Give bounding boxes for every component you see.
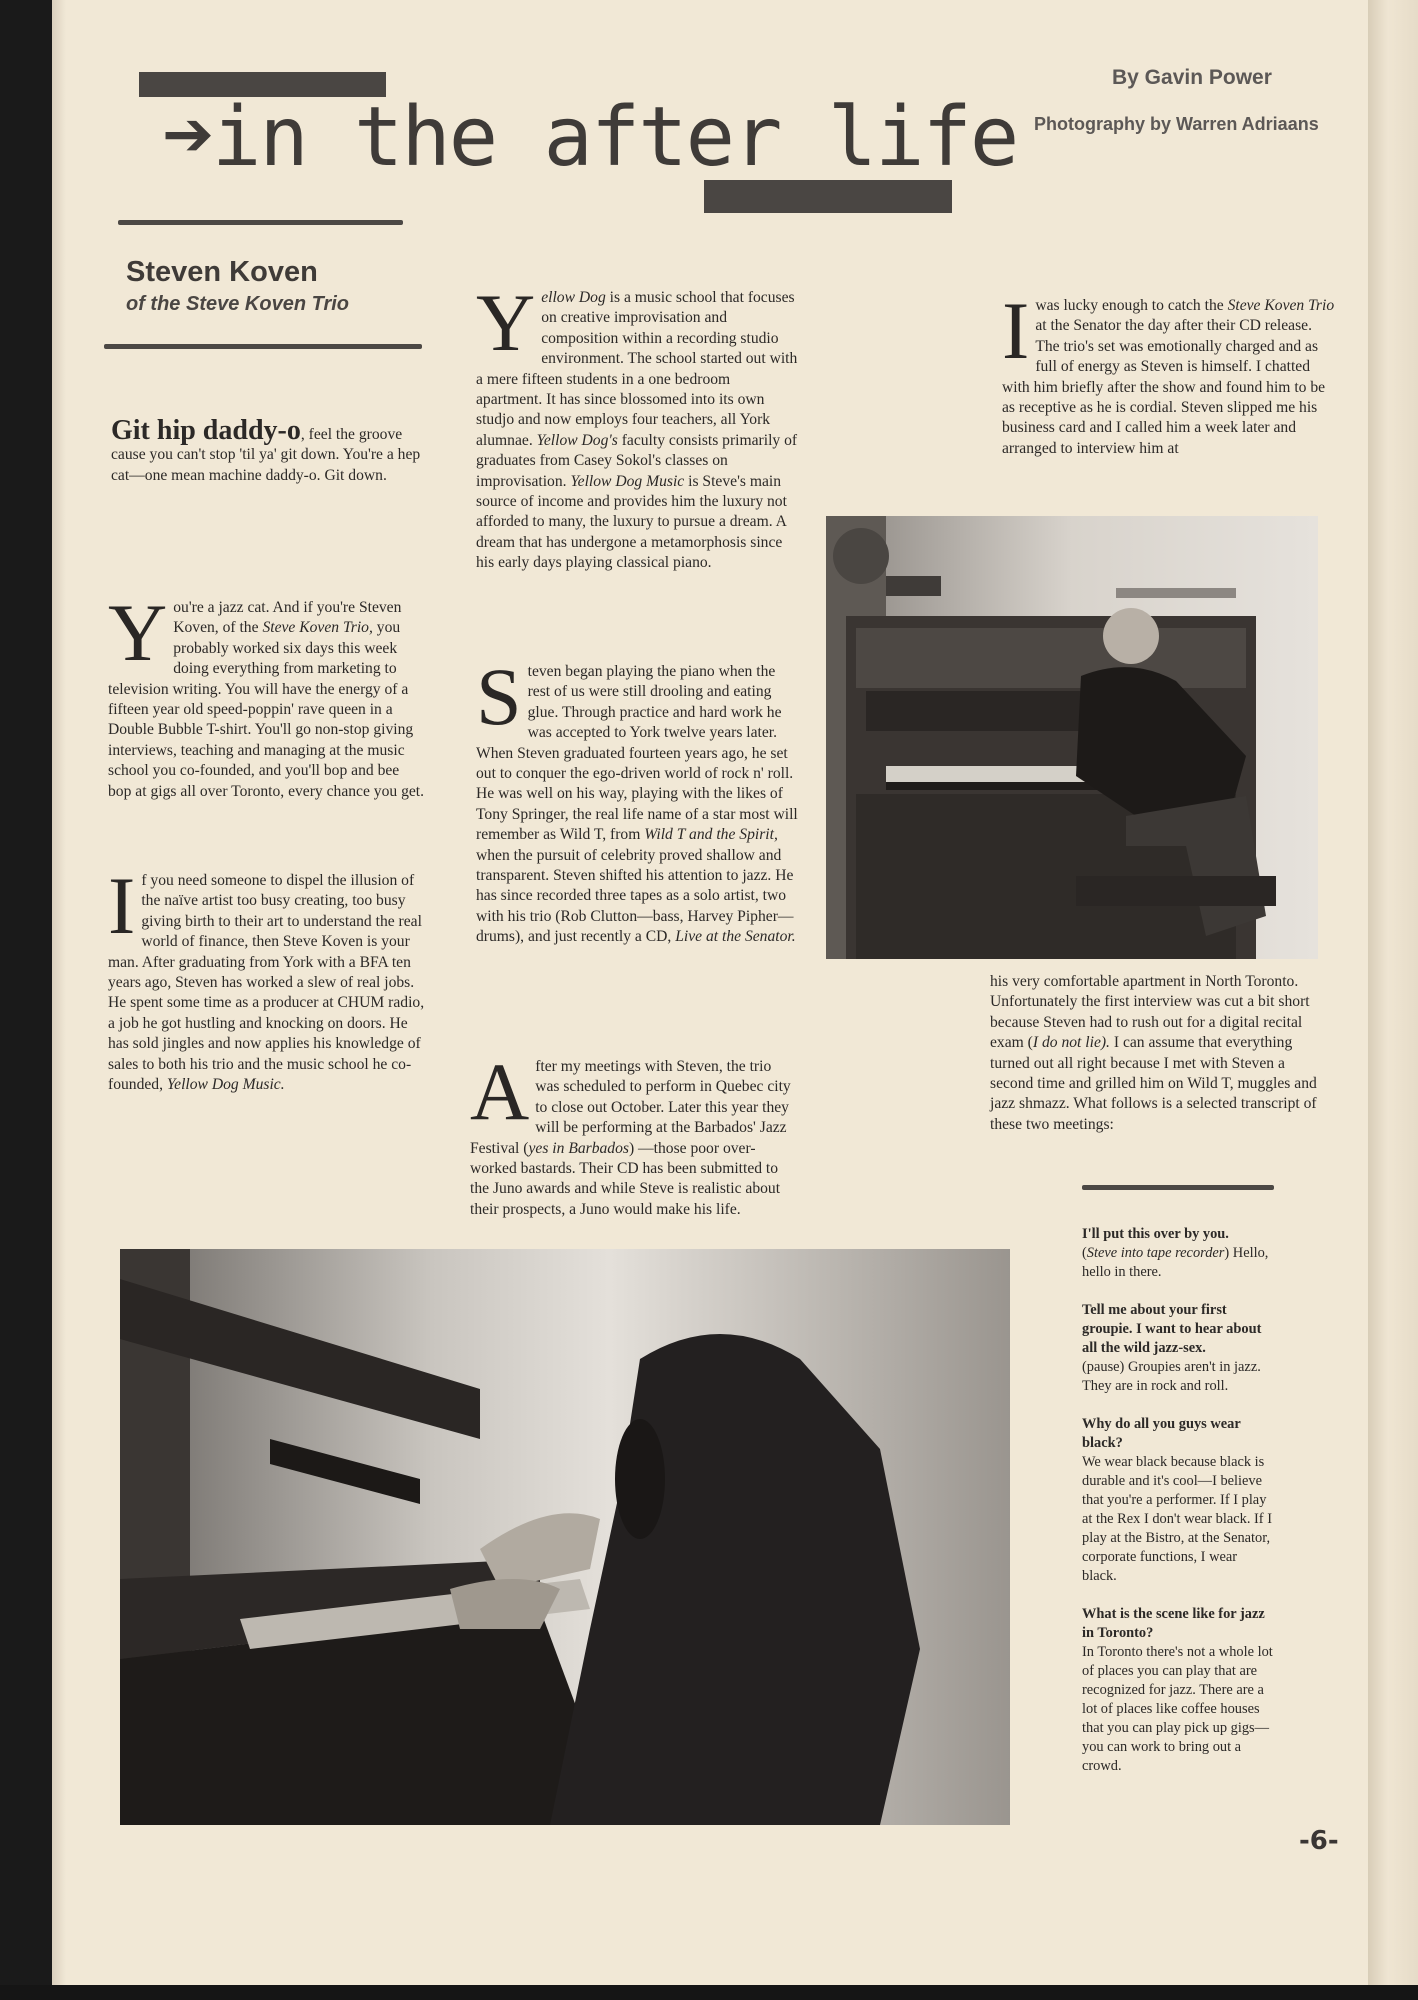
lead-bold: Git hip daddy-o (111, 415, 301, 446)
drop-cap: I (1002, 285, 1030, 376)
left-paragraph-2: If you need someone to dispel the illusion of the naïve artist too busy creating, too busy giving birth to their art to understand the real world of finance, then Steve Koven is your man. After graduating from York with a BFA ten years ago, Steven has worked a slew of real jobs. He spent some time as a producer at CHUM radio, a job he got hustling and knocking on doors. He has sold jingles and now applies his knowledge of sales to both his trio and the music school he co-founded, Yellow Dog Music. (108, 860, 425, 1094)
qa-item: I'll put this over by you. (Steve into tape recorder) Hello, hello in there. (1082, 1226, 1269, 1280)
qa-item: Why do all you guys wear black? We wear black because black is durable and it's cool—I believe that you're a performer. If I play at the Rex I don't wear black. If I play at the Bistro, at the Senator, corporate functions, I wear black. (1082, 1416, 1272, 1584)
piano-portrait-image (826, 516, 1318, 959)
qa-block (1082, 1225, 1274, 1776)
middle-paragraph-3: After my meetings with Steven, the trio was scheduled to perform in Quebec city to close out October. Later this year they will be performing at the Barbados' Jazz Festival (yes in Barbados) —those poor over-worked bastards. Their CD has been submitted to the Juno awards and while Steve is realistic about their prospects, a Juno would make his life. (470, 1046, 791, 1218)
subject-subtitle: of the Steve Koven Trio (126, 293, 350, 315)
qa-item: What is the scene like for jazz in Toronto? In Toronto there's not a whole lot of places you can play that are recognized for jazz. There are a lot of places like coffee houses that you can play pick up gigs—you can work to bring out a crowd. (1082, 1606, 1273, 1774)
qa-question: I'll put this over by you. (1082, 1226, 1229, 1242)
next-page-edge (1368, 0, 1418, 2000)
lead-paragraph: Git hip daddy-o, feel the groove cause you can't stop 'til ya' git down. You're a hep cat—one mean machine daddy-o. Git down. (111, 415, 421, 484)
middle-paragraph-2: Steven began playing the piano when the rest of us were still drooling and eating glue. Through practice and hard work he was accepted to York twelve years later. When Steven graduated fourteen years ago, he set out to conquer the ego-driven world of rock n' roll. He was well on his way, playing with the likes of Tony Springer, the real life name of a star most will remember as Wild T, from Wild T and the Spirit, when the pursuit of celebrity proved shallow and transparent. Steven shifted his attention to jazz. He has since recorded three tapes as a solo artist, two with his trio (Rob Clutton—bass, Harvey Pipher—drums), and just recently a CD, Live at the Senator. (476, 651, 798, 946)
drop-cap: Y (476, 277, 536, 368)
newspaper-page (52, 0, 1370, 1985)
byline: By Gavin Power (1112, 66, 1272, 89)
right-paragraph-1: I was lucky enough to catch the Steve Koven Trio at the Senator the day after their CD release. The trio's set was emotionally charged and as full of energy as Steven is himself. I chatted with him briefly after the show and found him to be as receptive as he is cordial. Steven slipped me his business card and I called him a week later and arranged to interview him at (1002, 285, 1335, 457)
photo-hands-on-keys (120, 1249, 1010, 1825)
photo-steven-at-piano (826, 516, 1318, 959)
qa-divider (1082, 1185, 1274, 1190)
arrow-icon: ➔ (162, 97, 212, 170)
qa-item: Tell me about your first groupie. I want to hear about all the wild jazz-sex. (pause) Groupies aren't in jazz. They are in rock and roll. (1082, 1302, 1262, 1394)
left-paragraph-1: You're a jazz cat. And if you're Steven Koven, of the Steve Koven Trio, you probably worked six days this week doing everything from marketing to television writing. You will have the energy of a fifteen year old speed-poppin' rave queen in a Double Bubble T-shirt. You'll go non-stop giving interviews, teaching and managing at the music school you co-founded, and you'll bop and bee bop at gigs all over Toronto, every chance you get. (108, 587, 425, 800)
piano-hands-image (120, 1249, 1010, 1825)
subject-rule-bottom (104, 344, 422, 349)
middle-paragraph-1: Yellow Dog is a music school that focuses on creative improvisation and composition within a recording studio environment. The school started out with a mere fifteen students in a one bedroom apartment. It has since blossomed into its own studjo and now employs four teachers, all York alumnae. Yellow Dog's faculty consists primarily of graduates from Casey Sokol's classes on improvisation. Yellow Dog Music is Steve's main source of income and provides him the luxury not afforded to many, the luxury to pursue a dream. A dream that has undergone a metamorphosis since his early days playing classical piano. (476, 277, 798, 572)
drop-cap: I (108, 860, 136, 951)
qa-question: Tell me about your first groupie. I want to hear about all the wild jazz-sex. (1082, 1302, 1262, 1356)
headline (162, 90, 1017, 185)
scan-bottom-edge (0, 1985, 1418, 2000)
subject-name: Steven Koven (126, 256, 318, 288)
subject-rule-top (118, 220, 403, 225)
page-number: -6- (1299, 1826, 1339, 1856)
headline-text: in the after life (211, 90, 1018, 185)
right-paragraph-2: his very comfortable apartment in North Toronto. Unfortunately the first interview was cut a bit short because Steven had to rush out for a digital recital exam (I do not lie). I can assume that everything turned out all right because I met with Steven a second time and grilled him on Wild T, muggles and jazz shmazz. What follows is a selected transcript of these two meetings: (990, 973, 1317, 1133)
drop-cap: A (470, 1046, 530, 1137)
qa-question: Why do all you guys wear black? (1082, 1416, 1241, 1451)
photo-credit: Photography by Warren Adriaans (1034, 114, 1319, 134)
drop-cap: S (476, 651, 522, 742)
drop-cap: Y (108, 587, 168, 678)
qa-question: What is the scene like for jazz in Toronto? (1082, 1606, 1265, 1641)
